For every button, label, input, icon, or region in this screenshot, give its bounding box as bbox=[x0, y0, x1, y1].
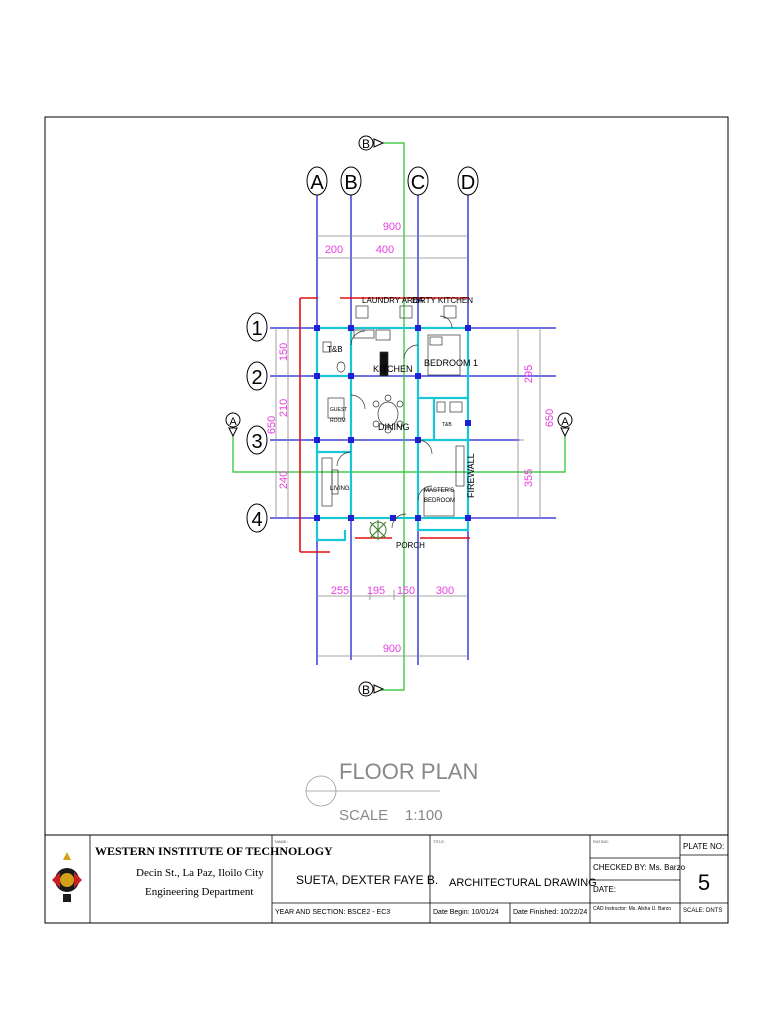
room-bedroom-1: BEDROOM 1 bbox=[424, 358, 479, 368]
school-address: Decin St., La Paz, Iloilo City bbox=[136, 867, 264, 879]
rating-label: RATING: bbox=[593, 839, 609, 844]
plate-number: 5 bbox=[697, 870, 711, 895]
grid-bubble-4 bbox=[247, 504, 267, 532]
room-firewall: FIREWALL bbox=[466, 453, 476, 498]
date-label: DATE: bbox=[593, 885, 616, 894]
drawing-title-text: FLOOR PLAN bbox=[339, 759, 479, 784]
dim-bottom-255: 255 bbox=[330, 585, 350, 597]
grid-label: D bbox=[460, 172, 476, 194]
grid-label: A bbox=[310, 172, 324, 194]
room-laundry-area: LAUNDRY AREA bbox=[362, 296, 424, 305]
grid-label: 3 bbox=[251, 431, 263, 453]
name-label: NAME: bbox=[275, 839, 288, 844]
checked-by: CHECKED BY: Ms. Barzo bbox=[593, 863, 686, 872]
drawing-type: ARCHITECTURAL DRAWING bbox=[449, 877, 597, 889]
section-label: B bbox=[361, 137, 371, 151]
dim-bottom-195: 195 bbox=[366, 585, 386, 597]
dim-left-210: 210 bbox=[278, 398, 290, 418]
section-label: A bbox=[561, 416, 569, 428]
grid-bubble-3 bbox=[247, 426, 267, 454]
dim-top-total: 900 bbox=[382, 221, 402, 233]
date-finished: Date Finished: 10/22/24 bbox=[513, 909, 588, 916]
grid-bubble-a bbox=[307, 167, 327, 195]
date-begin: Date Begin: 10/01/24 bbox=[433, 909, 499, 916]
dim-bottom-150: 150 bbox=[396, 585, 416, 597]
dim-bottom-total: 900 bbox=[382, 643, 402, 655]
grid-bubble-1 bbox=[247, 313, 267, 341]
room-tb-1: T&B bbox=[327, 345, 343, 354]
school-name: WESTERN INSTITUTE OF TECHNOLOGY bbox=[95, 844, 333, 858]
section-label: B bbox=[361, 683, 371, 697]
grid-bubble-2 bbox=[247, 362, 267, 390]
room-tb-2: T&B bbox=[442, 422, 452, 428]
scale-value: 1:100 bbox=[405, 807, 443, 824]
year-section: YEAR AND SECTION: BSCE2 - EC3 bbox=[275, 909, 391, 916]
room-living: LIVING bbox=[330, 486, 350, 492]
title-label: TITLE: bbox=[433, 839, 446, 844]
dim-right-355: 355 bbox=[523, 468, 535, 488]
room-porch: PORCH bbox=[396, 541, 425, 550]
scale-label: SCALE bbox=[339, 807, 389, 824]
cad-instructor: CAD Instructor: Ms. Alsha U. Barzo bbox=[593, 906, 672, 912]
room-master-line1: MASTER'S bbox=[424, 488, 455, 494]
dim-bottom-300: 300 bbox=[435, 585, 455, 597]
grid-label: 1 bbox=[251, 318, 263, 340]
dim-right-total: 650 bbox=[544, 408, 556, 428]
section-label: A bbox=[229, 416, 237, 428]
room-master-line2: BEDROOM bbox=[424, 498, 456, 504]
student-name: SUETA, DEXTER FAYE B. bbox=[296, 873, 439, 887]
room-guest-room-line2: ROOM bbox=[330, 418, 346, 424]
school-department: Engineering Department bbox=[145, 886, 254, 898]
dim-top-400: 400 bbox=[375, 244, 395, 256]
dim-left-total: 650 bbox=[266, 415, 278, 435]
grid-label: B bbox=[344, 172, 358, 194]
room-dirty-kitchen: DIRTY KITCHEN bbox=[412, 296, 474, 305]
title-block bbox=[45, 835, 728, 923]
grid-label: 2 bbox=[251, 367, 263, 389]
room-dining: DINING bbox=[378, 422, 410, 432]
grid-bubble-d bbox=[458, 167, 478, 195]
room-kitchen: KITCHEN bbox=[373, 364, 413, 374]
dim-top-200: 200 bbox=[324, 244, 344, 256]
dim-left-150: 150 bbox=[278, 342, 290, 362]
sheet-border bbox=[45, 117, 728, 923]
grid-label: C bbox=[410, 172, 426, 194]
dim-right-295: 295 bbox=[523, 364, 535, 384]
grid-bubble-c bbox=[408, 167, 428, 195]
plate-label: PLATE NO: bbox=[683, 842, 725, 851]
title-block-scale: SCALE: DNTS bbox=[683, 908, 723, 914]
dim-left-240: 240 bbox=[278, 470, 290, 490]
grid-label: 4 bbox=[251, 509, 263, 531]
grid-bubble-b bbox=[341, 167, 361, 195]
room-guest-room-line1: GUEST bbox=[330, 407, 348, 413]
